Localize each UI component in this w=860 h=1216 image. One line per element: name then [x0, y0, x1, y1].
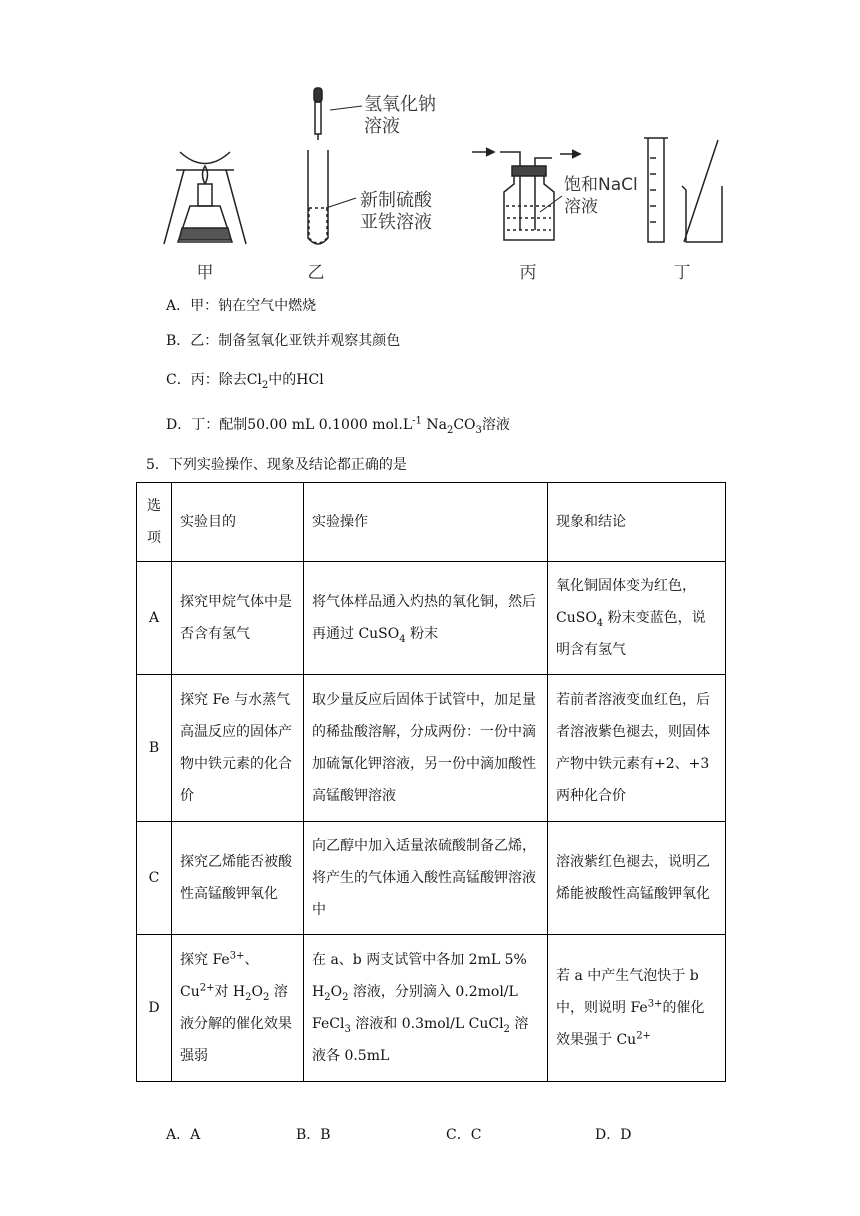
row-result: 若前者溶液变血红色，后者溶液紫色褪去，则固体产物中铁元素有+2、+3 两种化合价: [548, 675, 726, 822]
label-naoh-line2: 溶液: [364, 116, 400, 137]
row-label: C: [137, 822, 172, 935]
header-operation: 实验操作: [304, 483, 548, 562]
label-yi: 乙: [307, 263, 325, 283]
label-bing: 丙: [519, 263, 537, 283]
q5-choice-b: B．B: [296, 1127, 331, 1143]
row-operation: 将气体样品通入灼热的氧化铜，然后再通过 CuSO$_4$ 粉末: [304, 562, 548, 675]
q4-option-a: A．甲：钠在空气中燃烧: [166, 298, 317, 314]
table-header-row: [137, 483, 726, 562]
row-purpose: 探究 Fe 与水蒸气高温反应的固体产物中铁元素的化合价: [172, 675, 304, 822]
header-option: 选 项: [137, 483, 172, 562]
row-result: 若 a 中产生气泡快于 b 中，则说明 $Fe^{3+}$的催化效果强于 $Cu^{2+}$: [548, 935, 726, 1082]
label-nacl-line2: 溶液: [564, 197, 598, 217]
row-purpose: 探究甲烷气体中是否含有氢气: [172, 562, 304, 675]
apparatus-figure: [150, 80, 730, 290]
q5-title: 5．下列实验操作、现象及结论都正确的是: [146, 457, 407, 473]
label-ding: 丁: [673, 263, 691, 283]
label-feso4-line1: 新制硫酸: [360, 190, 432, 211]
label-nacl-line1: 饱和NaCl: [564, 175, 638, 195]
label-jia: 甲: [196, 263, 214, 283]
row-purpose: 探究乙烯能否被酸性高锰酸钾氧化: [172, 822, 304, 935]
q4-option-b: B．乙：制备氢氧化亚铁并观察其颜色: [166, 333, 401, 349]
label-naoh-line1: 氢氧化钠: [364, 94, 436, 115]
table-row: [137, 822, 726, 935]
table-row: [137, 562, 726, 675]
apparatus-drawing: [150, 80, 730, 290]
row-purpose: 探究 $Fe^{3+}$、$Cu^{2+}$对 $H_2O_2$ 溶液分解的催化效果强弱: [172, 935, 304, 1082]
row-operation: 取少量反应后固体于试管中，加足量的稀盐酸溶解，分成两份：一份中滴加硫氰化钾溶液，另一份中滴加酸性高锰酸钾溶液: [304, 675, 548, 822]
table-row: [137, 675, 726, 822]
q5-choice-a: A．A: [166, 1127, 201, 1143]
row-result: 氧化铜固体变为红色，CuSO$_4$ 粉末变蓝色，说明含有氢气: [548, 562, 726, 675]
label-feso4-line2: 亚铁溶液: [360, 212, 432, 233]
row-operation: 向乙醇中加入适量浓硫酸制备乙烯，将产生的气体通入酸性高锰酸钾溶液中: [304, 822, 548, 935]
row-label: B: [137, 675, 172, 822]
q4-option-c: C．丙：除去$Cl_2$中的HCl: [166, 372, 324, 391]
apparatus-yi: [308, 88, 328, 244]
table-row: [137, 935, 726, 1082]
apparatus-ding: [644, 138, 722, 242]
header-result: 现象和结论: [548, 483, 726, 562]
q5-table: [136, 482, 726, 1082]
q5-choice-d: D．D: [595, 1127, 632, 1143]
row-result: 溶液紫红色褪去，说明乙烯能被酸性高锰酸钾氧化: [548, 822, 726, 935]
apparatus-jia: [164, 152, 246, 244]
row-operation: 在 a、b 两支试管中各加 2mL 5% $H_2O_2$ 溶液，分别滴入 0.2mol/L FeCl$_3$ 溶液和 0.3mol/L CuCl$_2$ 溶液各 0.5mL: [304, 935, 548, 1082]
header-purpose: 实验目的: [172, 483, 304, 562]
row-label: A: [137, 562, 172, 675]
q5-choice-c: C．C: [446, 1127, 482, 1143]
q4-option-d: D．丁：配制50.00 mL 0.1000 $mol.L^{-1}$ $Na_2CO_3$溶液: [166, 415, 510, 436]
row-label: D: [137, 935, 172, 1082]
